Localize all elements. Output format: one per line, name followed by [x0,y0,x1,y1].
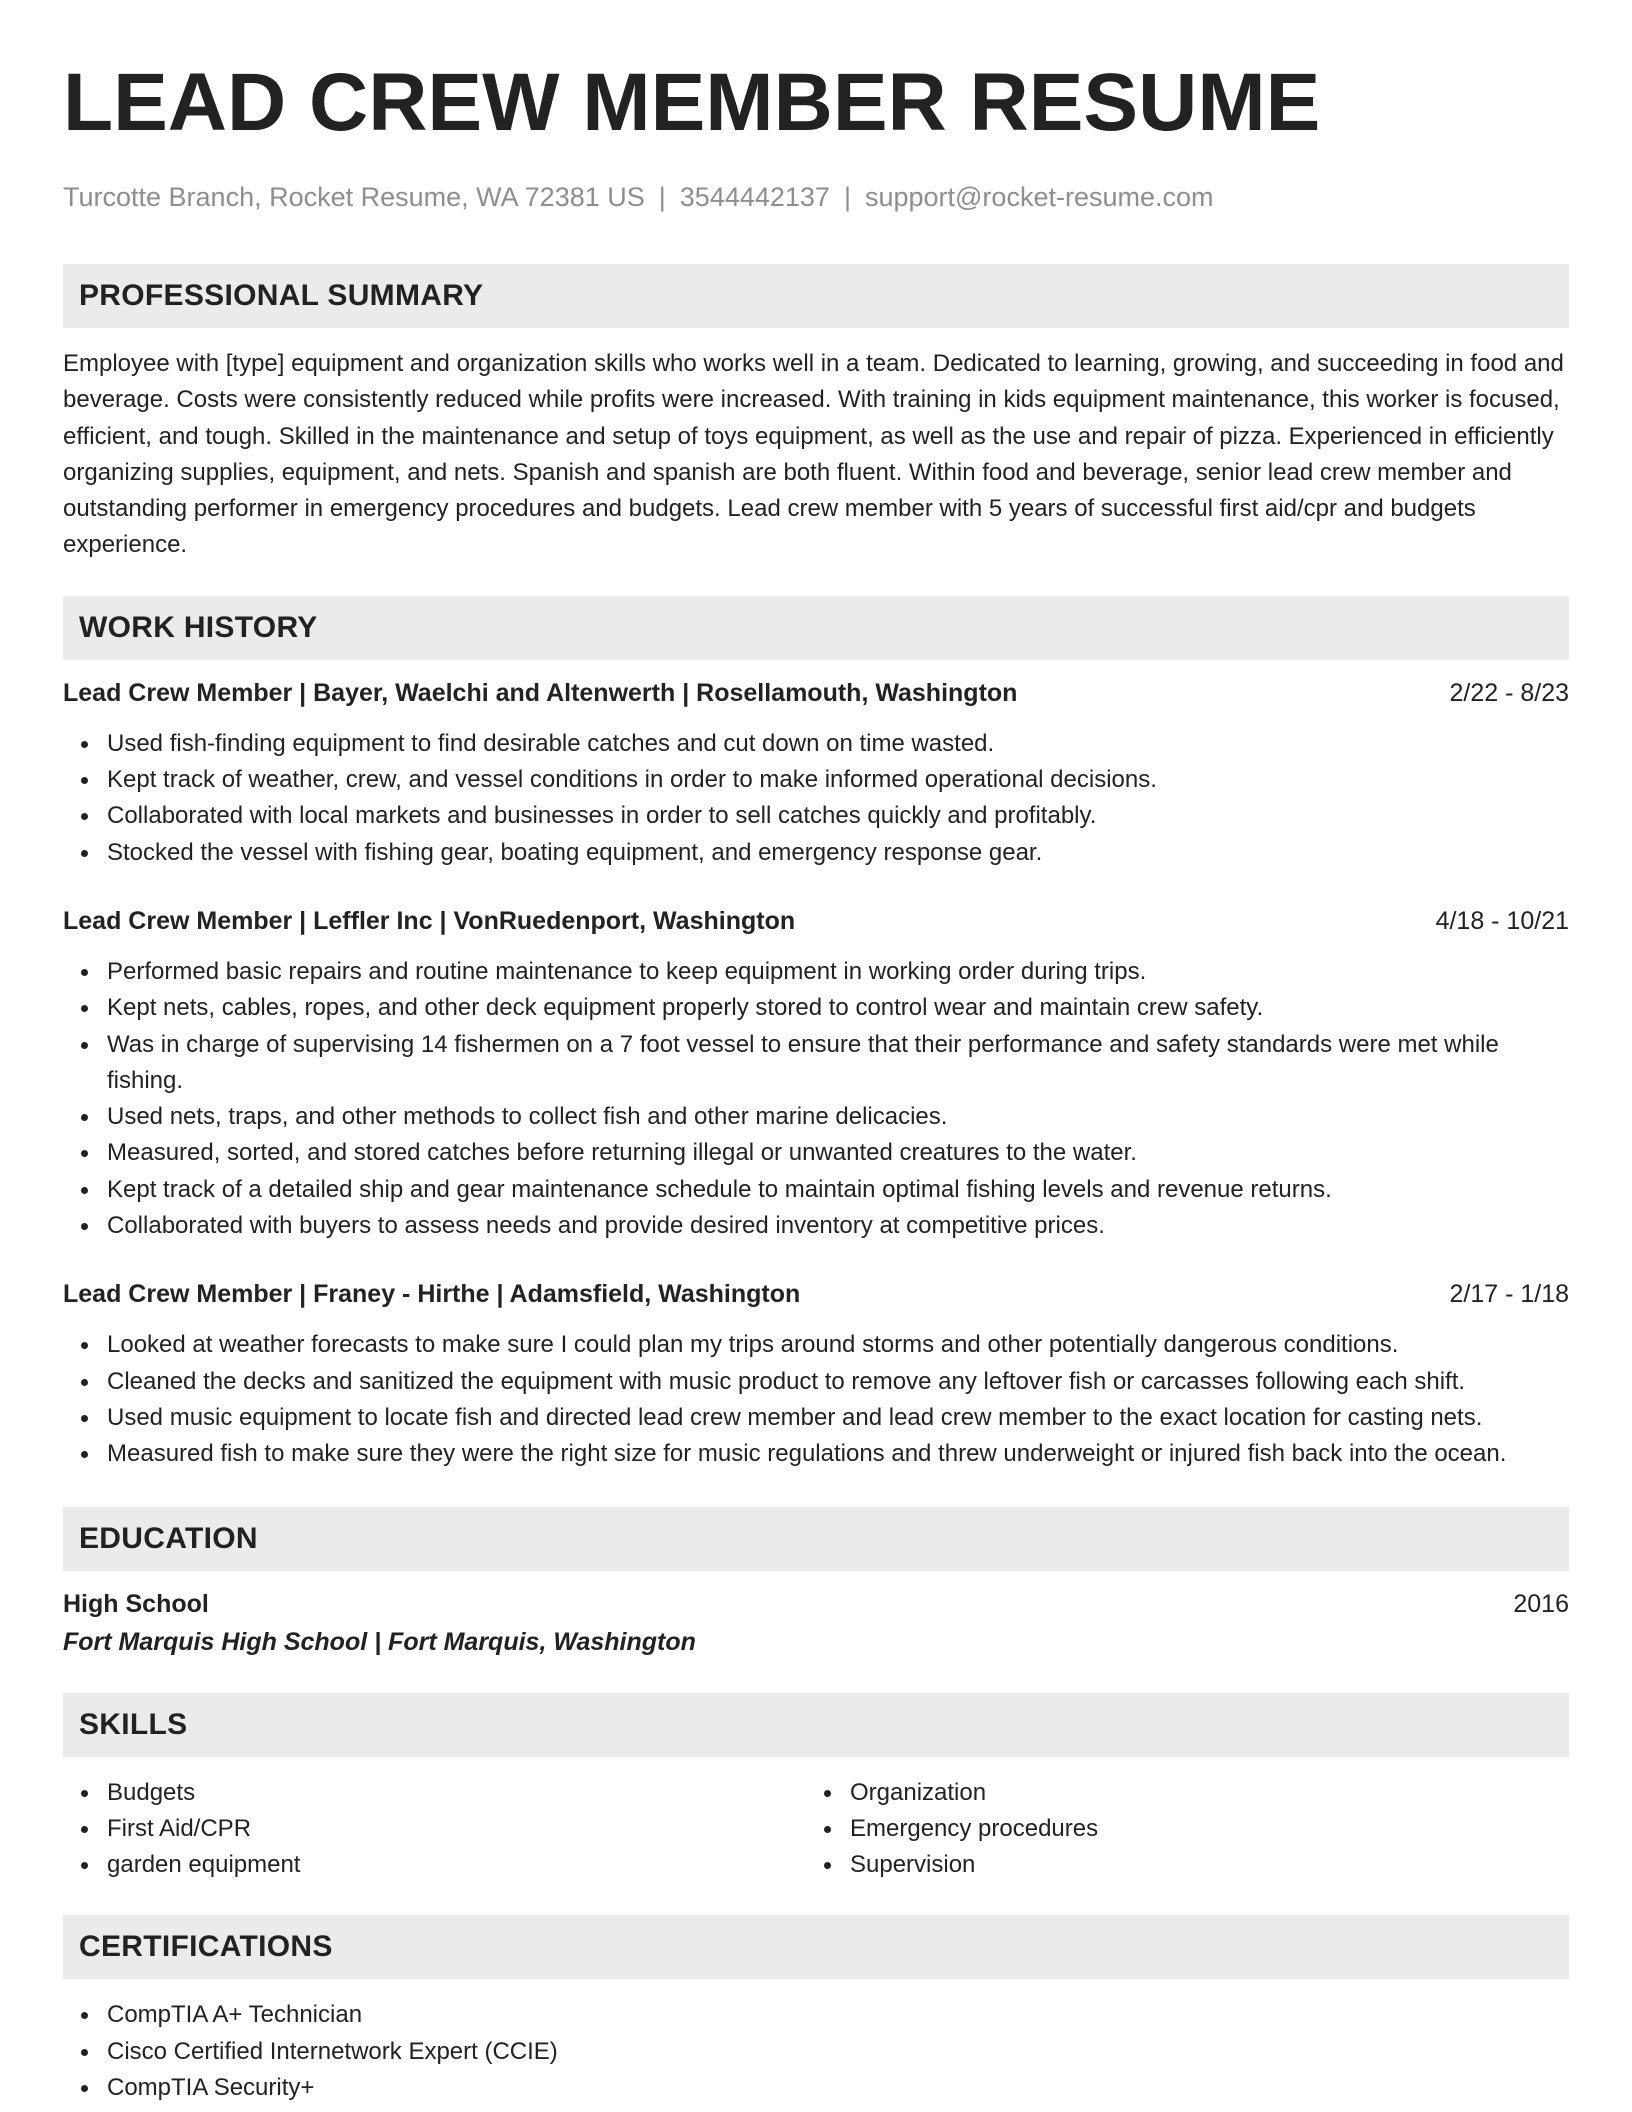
list-item: Organization [806,1775,1549,1811]
work-section-header [63,596,1569,660]
skills-grid [63,1775,1569,1884]
list-item: Kept track of a detailed ship and gear maintenance schedule to maintain optimal fishing levels and revenue returns. [63,1172,1569,1208]
list-item: First Aid/CPR [63,1811,806,1847]
education-header [63,1587,1569,1621]
list-item: CompTIA Security+ [63,2070,1569,2106]
summary-text: Employee with [type] equipment and organization skills who works well in a team. Dedicated to learning, growing, and succeeding in food and beverage. Costs were consistently reduced while profits were increased. With training in kids equipment maintenance, this worker is focused, efficient, and tough. Skilled in the maintenance and setup of toys equipment, as well as the use and repair of pizza. Experienced in efficiently organizing supplies, equipment, and nets. Spanish and spanish are both fluent. Within food and beverage, senior lead crew member and outstanding performer in emergency procedures and budgets. Lead crew member with 5 years of successful first aid/cpr and budgets experience. [63,350,1564,559]
list-item: Supervision [806,1847,1549,1883]
list-item: Budgets [63,1775,806,1811]
list-item: CompTIA A+ Technician [63,1997,1569,2033]
job-dates: 4/18 - 10/21 [1435,906,1569,935]
contact-address: Turcotte Branch, Rocket Resume, WA 72381 US [63,182,645,212]
job-dates: 2/22 - 8/23 [1449,678,1569,707]
list-item: Used fish-finding equipment to find desirable catches and cut down on time wasted. [63,726,1569,762]
list-item: Performed basic repairs and routine maintenance to keep equipment in working order during trips. [63,954,1569,990]
job-entry [63,676,1569,871]
list-item: Used nets, traps, and other methods to collect fish and other marine delicacies. [63,1099,1569,1135]
job-title: Lead Crew Member | Leffler Inc | VonRuedenport, Washington [63,906,796,935]
contact-separator: | [843,182,851,212]
education-entry [63,1587,1569,1659]
list-item: Looked at weather forecasts to make sure I could plan my trips around storms and other potentially dangerous conditions. [63,1327,1569,1363]
list-item: Measured, sorted, and stored catches before returning illegal or unwanted creatures to the water. [63,1135,1569,1171]
summary-heading: PROFESSIONAL SUMMARY [79,279,484,312]
education-degree: High School [63,1589,209,1618]
list-item: Stocked the vessel with fishing gear, boating equipment, and emergency response gear. [63,835,1569,871]
education-year: 2016 [1513,1589,1569,1618]
job-header [63,676,1569,710]
summary-section-header [63,264,1569,328]
job-header [63,904,1569,938]
resume-title: LEAD CREW MEMBER RESUME [63,57,1321,148]
job-entry [63,904,1569,1244]
skills-column-left [63,1775,806,1884]
certifications-list [63,1997,1569,2106]
skills-column-right [806,1775,1549,1884]
job-title: Lead Crew Member | Franey - Hirthe | Adamsfield, Washington [63,1280,801,1309]
job-dates: 2/17 - 1/18 [1449,1280,1569,1309]
education-section-header [63,1507,1569,1571]
contact-phone: 3544442137 [679,182,830,212]
education-heading: EDUCATION [79,1521,258,1555]
list-item: garden equipment [63,1847,806,1883]
skills-heading: SKILLS [79,1707,188,1741]
certifications-heading: CERTIFICATIONS [79,1930,333,1964]
contact-email: support@rocket-resume.com [864,182,1214,212]
education-school: Fort Marquis High School | Fort Marquis, Washington [63,1627,696,1656]
contact-separator: | [658,182,666,212]
job-bullets [63,954,1569,1244]
list-item: Was in charge of supervising 14 fishermen on a 7 foot vessel to ensure that their performance and safety standards were met while fishing. [63,1027,1569,1100]
list-item: Collaborated with buyers to assess needs and provide desired inventory at competitive prices. [63,1208,1569,1244]
list-item: Kept nets, cables, ropes, and other deck equipment properly stored to control wear and maintain crew safety. [63,990,1569,1026]
list-item: Measured fish to make sure they were the right size for music regulations and threw underweight or injured fish back into the ocean. [63,1436,1569,1472]
job-bullets [63,726,1569,871]
job-bullets [63,1327,1569,1472]
skills-section-header [63,1693,1569,1757]
work-heading: WORK HISTORY [79,610,318,644]
list-item: Used music equipment to locate fish and directed lead crew member and lead crew member to the exact location for casting nets. [63,1400,1569,1436]
job-header [63,1277,1569,1311]
list-item: Cisco Certified Internetwork Expert (CCIE) [63,2034,1569,2070]
job-entry [63,1277,1569,1472]
list-item: Kept track of weather, crew, and vessel conditions in order to make informed operational decisions. [63,762,1569,798]
job-title: Lead Crew Member | Bayer, Waelchi and Altenwerth | Rosellamouth, Washington [63,678,1018,707]
list-item: Collaborated with local markets and businesses in order to sell catches quickly and profitably. [63,798,1569,834]
contact-line [63,180,1569,214]
list-item: Emergency procedures [806,1811,1549,1847]
list-item: Cleaned the decks and sanitized the equipment with music product to remove any leftover fish or carcasses following each shift. [63,1364,1569,1400]
certifications-section-header [63,1915,1569,1979]
